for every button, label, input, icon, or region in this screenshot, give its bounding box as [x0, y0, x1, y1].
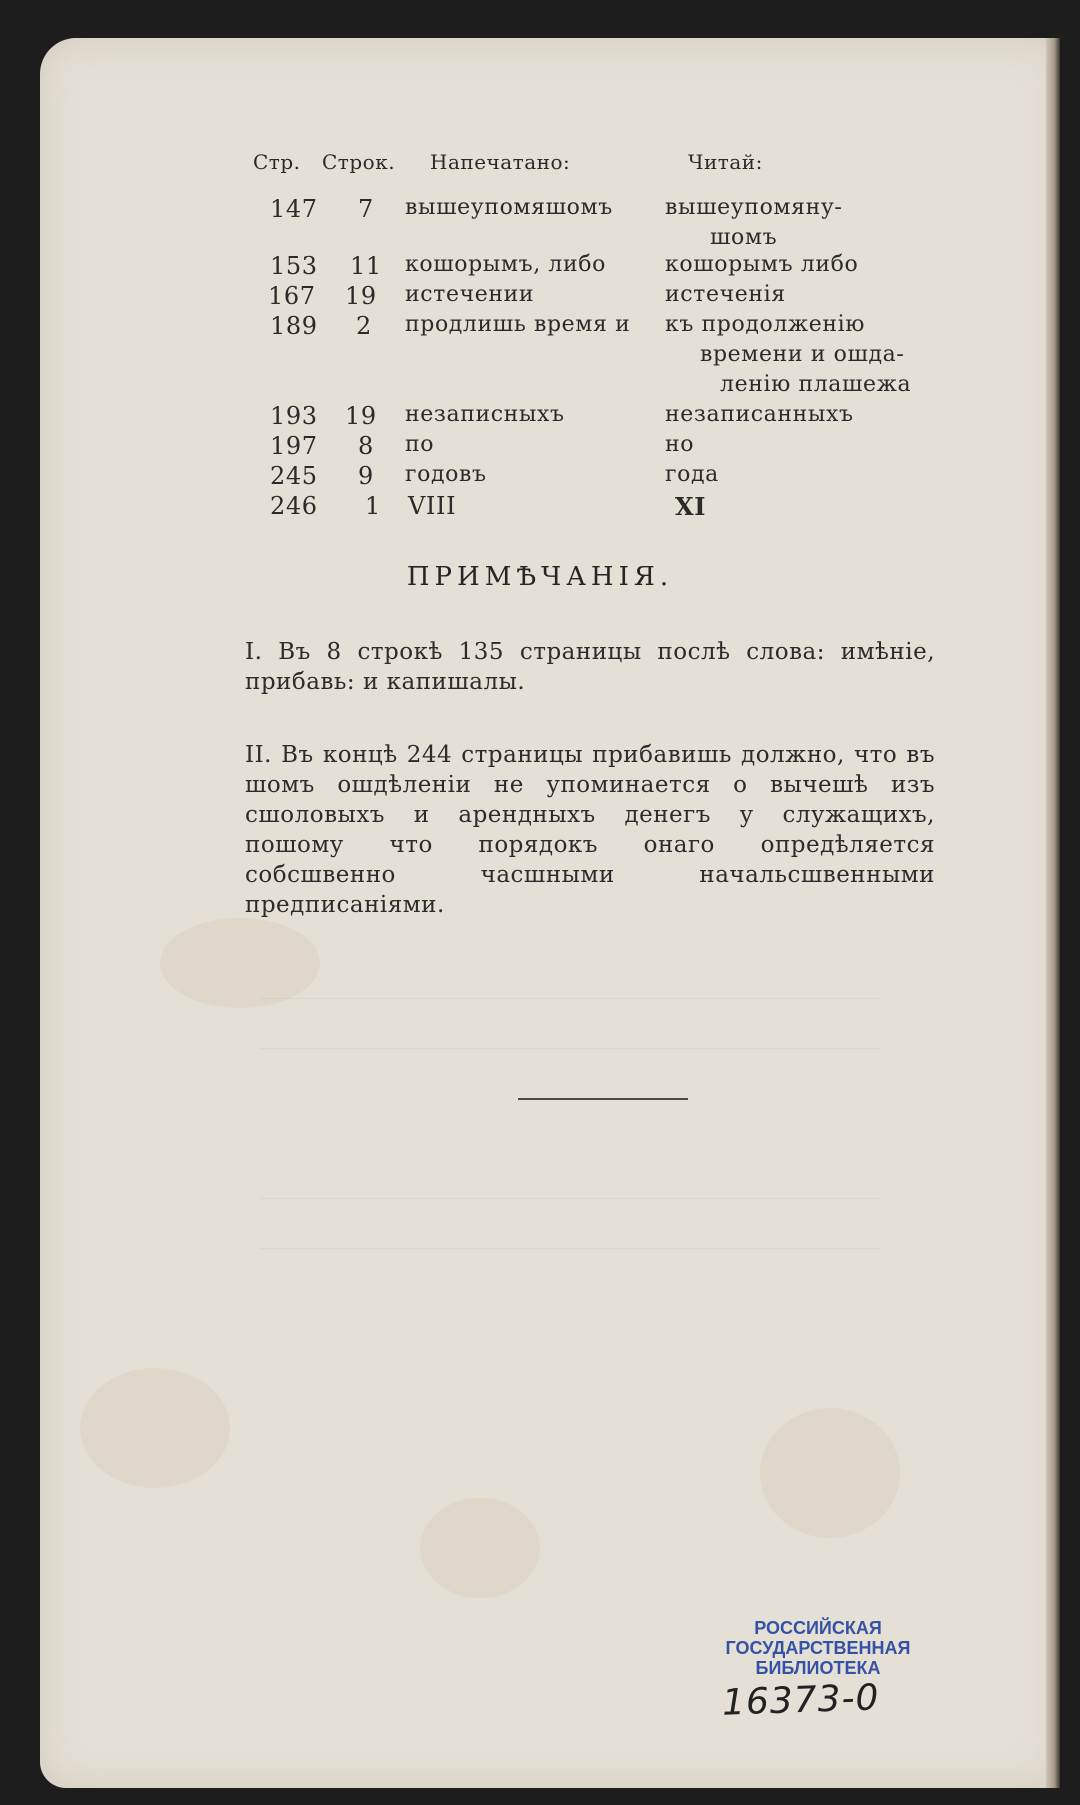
paper-stain	[760, 1408, 900, 1538]
row-line: 2	[356, 312, 372, 340]
row-page: 189	[270, 312, 318, 340]
row-read-cont: шомъ	[710, 225, 778, 250]
note-text: Въ концѣ 244 страницы прибавишь должно, что въ шомъ ошдѣленіи не упоминается о вычешѣ изъ сшоловыхъ и арендныхъ денегъ у служащихъ, пошому что порядокъ онаго опредѣляется собсшвенно часшными начальсшвенными предписаніями.	[245, 742, 936, 918]
header-page: Стр.	[253, 150, 301, 174]
row-read: незаписанныхъ	[665, 402, 854, 427]
row-read: года	[665, 462, 719, 487]
row-line: 8	[358, 432, 374, 460]
note-item	[245, 740, 935, 920]
row-page: 147	[270, 195, 318, 223]
row-page: 246	[270, 492, 318, 520]
row-read: XI	[675, 492, 707, 521]
note-number: I.	[245, 639, 263, 665]
row-printed: истечении	[405, 282, 535, 307]
bleed-through-line	[260, 1048, 880, 1049]
row-line: 11	[350, 252, 382, 280]
row-read: но	[665, 432, 695, 457]
row-printed: вышеупомяшомъ	[405, 195, 613, 220]
notes-title: ПРИМѢЧАНІЯ.	[406, 562, 674, 592]
header-line: Строк.	[322, 150, 396, 174]
row-line: 9	[358, 462, 374, 490]
header-read: Читай:	[688, 150, 763, 174]
row-page: 153	[270, 252, 318, 280]
row-read-cont: ленію плашежа	[720, 372, 912, 397]
row-read: истеченія	[665, 282, 786, 307]
paper-stain	[80, 1368, 230, 1488]
row-line: 19	[345, 282, 377, 310]
header-printed: Напечатано:	[430, 150, 571, 174]
bleed-through-line	[260, 1198, 880, 1199]
row-page: 167	[268, 282, 316, 310]
row-page: 245	[270, 462, 318, 490]
note-text: Въ 8 строкѣ 135 страницы послѣ слова: имѣніе, прибавь: и капишалы.	[245, 639, 936, 695]
stamp-line: БИБЛИОТЕКА	[755, 1658, 881, 1678]
row-page: 193	[270, 402, 318, 430]
stamp-line: РОССИЙСКАЯ	[754, 1618, 882, 1638]
row-printed: по	[405, 432, 435, 457]
inventory-number: 16373-0	[721, 1677, 881, 1724]
row-line: 1	[365, 492, 381, 520]
note-number: II.	[245, 742, 272, 768]
row-printed: кошорымъ, либо	[405, 252, 606, 277]
end-rule	[518, 1098, 688, 1100]
paper-stain	[420, 1498, 540, 1598]
note-item	[245, 637, 935, 697]
stamp-line: ГОСУДАРСТВЕННАЯ	[725, 1638, 911, 1658]
library-stamp	[718, 1618, 918, 1678]
row-page: 197	[270, 432, 318, 460]
row-printed: годовъ	[405, 462, 487, 487]
row-printed: продлишь время и	[405, 312, 631, 337]
bleed-through-line	[260, 1248, 880, 1249]
row-read-cont: времени и ошда-	[700, 342, 905, 367]
bleed-through-line	[260, 998, 880, 999]
row-read: къ продолженію	[665, 312, 866, 337]
row-line: 7	[358, 195, 374, 223]
row-printed: незаписныхъ	[405, 402, 565, 427]
row-line: 19	[345, 402, 377, 430]
row-read: кошорымъ либо	[665, 252, 859, 277]
row-read: вышеупомяну-	[665, 195, 843, 220]
paper-stain	[160, 918, 320, 1008]
row-printed: VIII	[408, 492, 457, 520]
page-edge	[1046, 38, 1060, 1788]
